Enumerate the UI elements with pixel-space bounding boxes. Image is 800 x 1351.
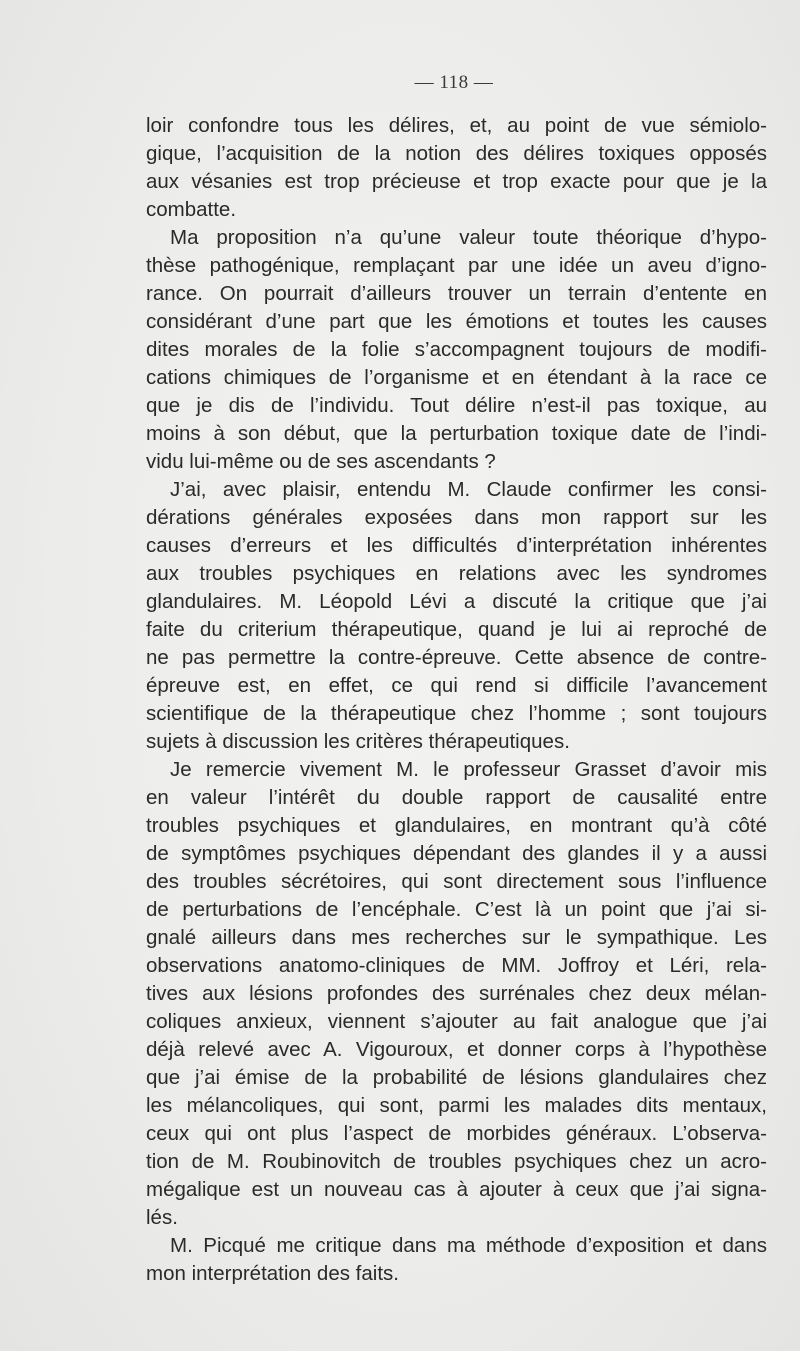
text-line: observations anatomo-cliniques de MM. Joffroy et Léri, rela- <box>146 954 767 977</box>
text-line: tion de M. Roubinovitch de troubles psychiques chez un acro- <box>146 1150 767 1173</box>
text-line: que j’ai émise de la probabilité de lésions glandulaires chez <box>146 1066 767 1089</box>
text-line: gnalé ailleurs dans mes recherches sur le sympathique. Les <box>146 926 767 949</box>
text-line: épreuve est, en effet, ce qui rend si difficile l’avancement <box>146 674 767 697</box>
text-line: J’ai, avec plaisir, entendu M. Claude confirmer les consi- <box>170 478 767 501</box>
text-line: sujets à discussion les critères thérapeutiques. <box>146 730 570 753</box>
text-line: faite du criterium thérapeutique, quand je lui ai reproché de <box>146 618 767 641</box>
text-line: considérant d’une part que les émotions et toutes les causes <box>146 310 767 333</box>
text-line: moins à son début, que la perturbation toxique date de l’indi- <box>146 422 767 445</box>
text-line: déjà relevé avec A. Vigouroux, et donner corps à l’hypothèse <box>146 1038 767 1061</box>
text-line: M. Picqué me critique dans ma méthode d’exposition et dans <box>170 1234 767 1257</box>
text-line: Ma proposition n’a qu’une valeur toute théorique d’hypo- <box>170 226 767 249</box>
text-line: dites morales de la folie s’accompagnent toujours de modifi- <box>146 338 767 361</box>
paragraph <box>146 476 767 756</box>
text-line: dérations générales exposées dans mon rapport sur les <box>146 506 767 529</box>
text-line: aux troubles psychiques en relations avec les syndromes <box>146 562 767 585</box>
text-line: loir confondre tous les délires, et, au point de vue sémiolo- <box>146 114 767 137</box>
paragraph <box>146 1232 767 1288</box>
text-line: coliques anxieux, viennent s’ajouter au fait analogue que j’ai <box>146 1010 767 1033</box>
text-line: de symptômes psychiques dépendant des glandes il y a aussi <box>146 842 767 865</box>
text-line: troubles psychiques et glandulaires, en montrant qu’à côté <box>146 814 767 837</box>
text-line: causes d’erreurs et les difficultés d’interprétation inhérentes <box>146 534 767 557</box>
paragraph <box>146 756 767 1232</box>
text-line: gique, l’acquisition de la notion des délires toxiques opposés <box>146 142 767 165</box>
text-line: rance. On pourrait d’ailleurs trouver un terrain d’entente en <box>146 282 767 305</box>
body-text <box>146 112 767 1288</box>
text-line: ceux qui ont plus l’aspect de morbides généraux. L’observa- <box>146 1122 767 1145</box>
text-line: tives aux lésions profondes des surrénales chez deux mélan- <box>146 982 767 1005</box>
text-line: de perturbations de l’encéphale. C’est là un point que j’ai si- <box>146 898 767 921</box>
text-line: en valeur l’intérêt du double rapport de causalité entre <box>146 786 767 809</box>
text-line: que je dis de l’individu. Tout délire n’est-il pas toxique, au <box>146 394 767 417</box>
text-line: mégalique est un nouveau cas à ajouter à ceux que j’ai signa- <box>146 1178 767 1201</box>
text-line: les mélancoliques, qui sont, parmi les malades dits mentaux, <box>146 1094 767 1117</box>
text-line: ne pas permettre la contre-épreuve. Cette absence de contre- <box>146 646 767 669</box>
text-line: Je remercie vivement M. le professeur Grasset d’avoir mis <box>170 758 767 781</box>
text-line: vidu lui-même ou de ses ascendants ? <box>146 450 496 473</box>
text-line: cations chimiques de l’organisme et en étendant à la race ce <box>146 366 767 389</box>
text-line: des troubles sécrétoires, qui sont directement sous l’influence <box>146 870 767 893</box>
paragraph <box>146 112 767 224</box>
text-line: glandulaires. M. Léopold Lévi a discuté la critique que j’ai <box>146 590 767 613</box>
text-line: aux vésanies est trop précieuse et trop exacte pour que je la <box>146 170 767 193</box>
text-line: thèse pathogénique, remplaçant par une idée un aveu d’igno- <box>146 254 767 277</box>
paragraph <box>146 224 767 476</box>
text-line: lés. <box>146 1206 178 1229</box>
text-line: combatte. <box>146 198 237 221</box>
page-number: — 118 — <box>414 72 494 93</box>
text-line: mon interprétation des faits. <box>146 1262 399 1285</box>
text-line: scientifique de la thérapeutique chez l’homme ; sont toujours <box>146 702 767 725</box>
